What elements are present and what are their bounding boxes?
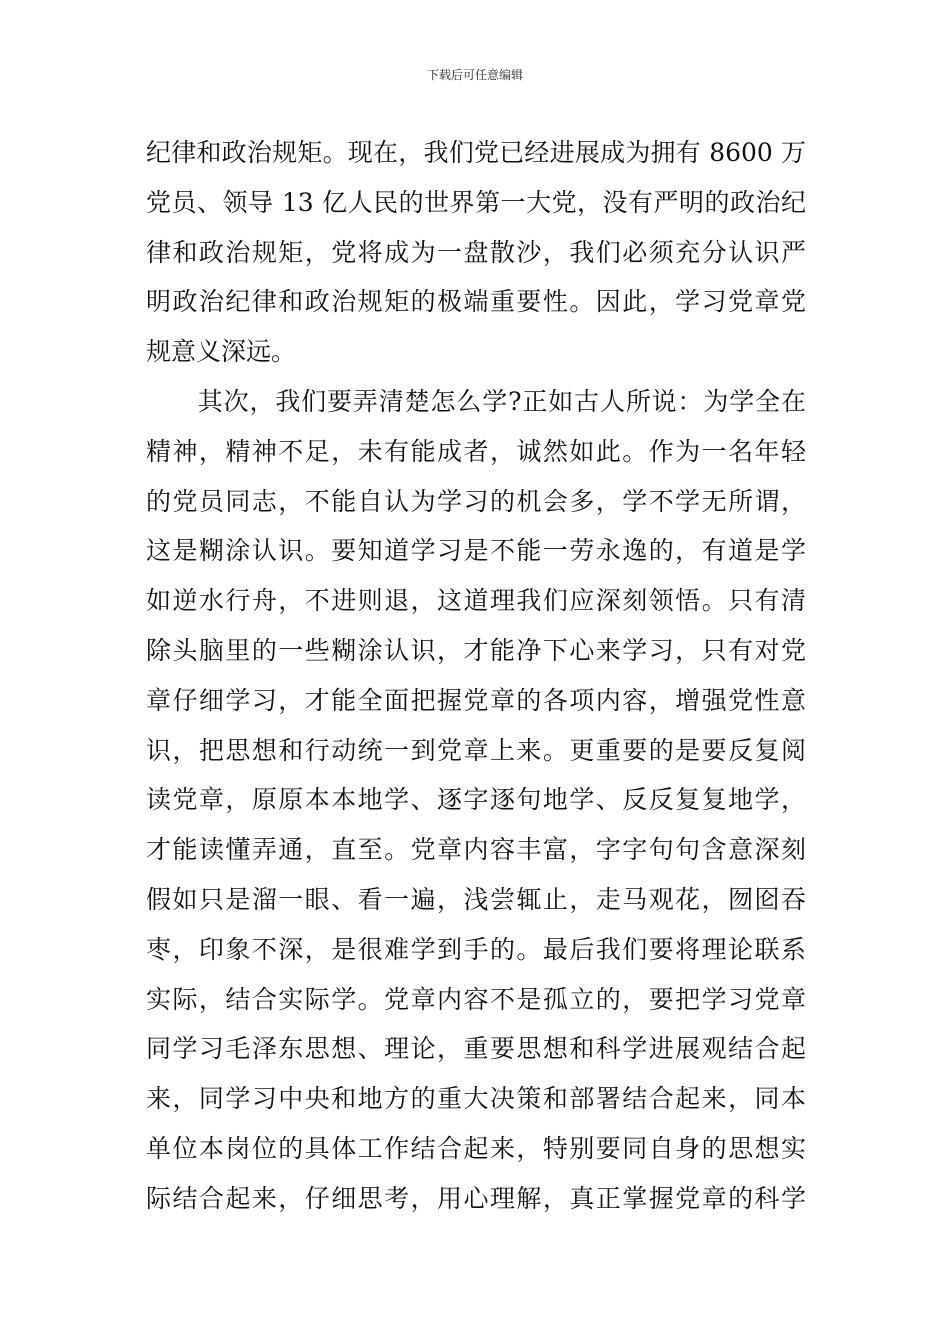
text-line: 纪律和政治规矩。现在，我们党已经进展成为拥有 8600 万 (146, 138, 806, 167)
text-line: 际结合起来，仔细思考，用心理解，真正掌握党章的科学 (146, 1183, 806, 1213)
text-line: 明政治纪律和政治规矩的极端重要性。因此，学习党章党 (146, 287, 806, 317)
text-line: 精神，精神不足，未有能成者，诚然如此。作为一名年轻 (146, 436, 806, 466)
text-line: 假如只是溜一眼、看一遍，浅尝辄止，走马观花，囫囵吞 (146, 884, 806, 914)
text-line: 枣，印象不深，是很难学到手的。最后我们要将理论联系 (146, 934, 806, 964)
text-line: 这是糊涂认识。要知道学习是不能一劳永逸的，有道是学 (146, 536, 806, 566)
text-line: 的党员同志，不能自认为学习的机会多，学不学无所谓， (146, 486, 806, 516)
text-line: 党员、领导 13 亿人民的世界第一大党，没有严明的政治纪 (146, 187, 806, 217)
text-line: 除头脑里的一些糊涂认识，才能净下心来学习，只有对党 (146, 635, 806, 665)
text-line: 才能读懂弄通，直至。党章内容丰富，字字句句含意深刻 (146, 835, 806, 865)
body-text (146, 128, 806, 1224)
page-header: 下载后可任意编辑 (426, 68, 523, 82)
text-line: 章仔细学习，才能全面把握党章的各项内容，增强党性意 (146, 685, 806, 715)
text-line: 律和政治规矩，党将成为一盘散沙，我们必须充分认识严 (146, 237, 806, 267)
text-line: 其次，我们要弄清楚怎么学?正如古人所说：为学全在 (146, 386, 806, 416)
text-line: 同学习毛泽东思想、理论，重要思想和科学进展观结合起 (146, 1034, 806, 1064)
text-line: 单位本岗位的具体工作结合起来，特别要同自身的思想实 (146, 1133, 806, 1163)
text-line: 读党章，原原本本地学、逐字逐句地学、反反复复地学， (146, 785, 806, 815)
text-line: 如逆水行舟，不进则退，这道理我们应深刻领悟。只有清 (146, 586, 806, 616)
text-line: 来，同学习中央和地方的重大决策和部署结合起来，同本 (146, 1084, 806, 1114)
text-line: 实际，结合实际学。党章内容不是孤立的，要把学习党章 (146, 984, 806, 1014)
text-line: 识，把思想和行动统一到党章上来。更重要的是要反复阅 (146, 735, 806, 765)
text-line: 规意义深远。 (146, 337, 297, 367)
